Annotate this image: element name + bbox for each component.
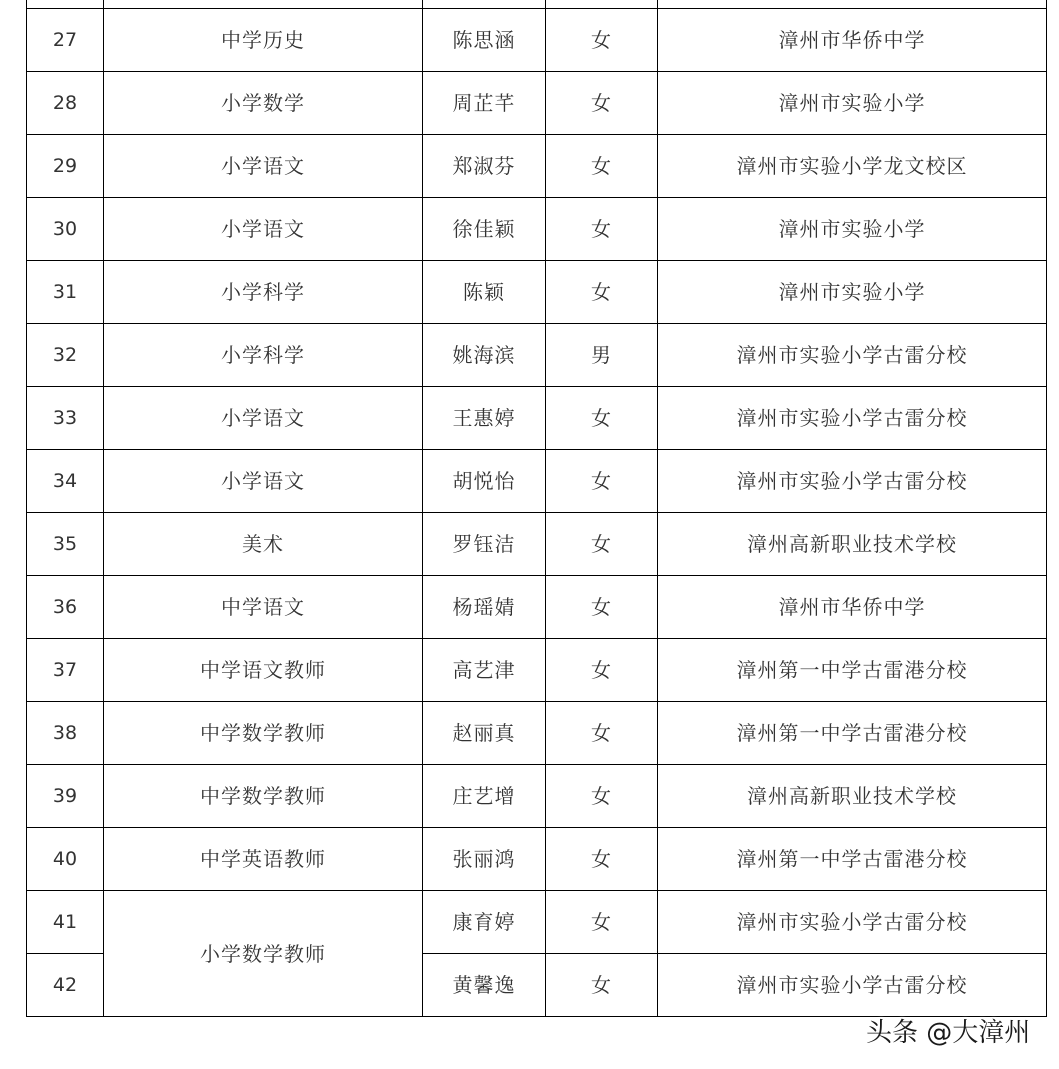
table-row <box>27 576 1047 639</box>
school-cell: 漳州市华侨中学 <box>658 9 1047 72</box>
school-cell: 漳州市实验小学 <box>658 198 1047 261</box>
table-cell <box>104 0 423 9</box>
table-row <box>27 450 1047 513</box>
table-row <box>27 828 1047 891</box>
name-cell: 王惠婷 <box>423 387 546 450</box>
gender-cell: 女 <box>546 513 658 576</box>
subject-cell-merged: 小学数学教师 <box>104 891 423 1017</box>
school-cell: 漳州第一中学古雷港分校 <box>658 639 1047 702</box>
table-row <box>27 639 1047 702</box>
table-row <box>27 72 1047 135</box>
row-number: 41 <box>27 891 104 954</box>
gender-cell: 男 <box>546 324 658 387</box>
school-cell: 漳州市实验小学古雷分校 <box>658 324 1047 387</box>
gender-cell: 女 <box>546 828 658 891</box>
gender-cell: 女 <box>546 702 658 765</box>
watermark-text: 头条 @大漳州 <box>866 1018 1031 1048</box>
gender-cell: 女 <box>546 198 658 261</box>
row-number: 42 <box>27 954 104 1017</box>
subject-cell: 中学数学教师 <box>104 702 423 765</box>
table-row <box>27 198 1047 261</box>
row-number: 39 <box>27 765 104 828</box>
name-cell: 庄艺增 <box>423 765 546 828</box>
row-number: 30 <box>27 198 104 261</box>
school-cell: 漳州市华侨中学 <box>658 576 1047 639</box>
school-cell: 漳州市实验小学龙文校区 <box>658 135 1047 198</box>
gender-cell: 女 <box>546 9 658 72</box>
row-number: 34 <box>27 450 104 513</box>
row-number: 32 <box>27 324 104 387</box>
gender-cell: 女 <box>546 576 658 639</box>
school-cell: 漳州市实验小学古雷分校 <box>658 954 1047 1017</box>
school-cell: 漳州高新职业技术学校 <box>658 513 1047 576</box>
gender-cell: 女 <box>546 135 658 198</box>
subject-cell: 中学语文教师 <box>104 639 423 702</box>
table-cell <box>658 0 1047 9</box>
table-row <box>27 513 1047 576</box>
row-number: 29 <box>27 135 104 198</box>
gender-cell: 女 <box>546 891 658 954</box>
subject-cell: 小学数学 <box>104 72 423 135</box>
name-cell: 郑淑芬 <box>423 135 546 198</box>
table-row <box>27 702 1047 765</box>
table-row <box>27 9 1047 72</box>
subject-cell: 小学语文 <box>104 450 423 513</box>
name-cell: 周芷芊 <box>423 72 546 135</box>
table-row <box>27 387 1047 450</box>
subject-cell: 小学语文 <box>104 387 423 450</box>
school-cell: 漳州市实验小学 <box>658 72 1047 135</box>
roster-table <box>26 0 1047 1017</box>
row-number: 40 <box>27 828 104 891</box>
gender-cell: 女 <box>546 450 658 513</box>
name-cell: 罗钰洁 <box>423 513 546 576</box>
name-cell: 杨瑶婧 <box>423 576 546 639</box>
name-cell: 陈颖 <box>423 261 546 324</box>
row-number: 38 <box>27 702 104 765</box>
school-cell: 漳州市实验小学古雷分校 <box>658 891 1047 954</box>
name-cell: 黄馨逸 <box>423 954 546 1017</box>
gender-cell: 女 <box>546 954 658 1017</box>
school-cell: 漳州市实验小学古雷分校 <box>658 450 1047 513</box>
row-number: 27 <box>27 9 104 72</box>
name-cell: 姚海滨 <box>423 324 546 387</box>
subject-cell: 中学数学教师 <box>104 765 423 828</box>
gender-cell: 女 <box>546 387 658 450</box>
school-cell: 漳州市实验小学古雷分校 <box>658 387 1047 450</box>
table-row <box>27 261 1047 324</box>
subject-cell: 小学语文 <box>104 198 423 261</box>
table-row <box>27 135 1047 198</box>
subject-cell: 小学语文 <box>104 135 423 198</box>
table-row <box>27 324 1047 387</box>
subject-cell: 中学语文 <box>104 576 423 639</box>
gender-cell: 女 <box>546 765 658 828</box>
row-number: 28 <box>27 72 104 135</box>
table-cell <box>423 0 546 9</box>
row-number: 33 <box>27 387 104 450</box>
subject-cell: 美术 <box>104 513 423 576</box>
school-cell: 漳州高新职业技术学校 <box>658 765 1047 828</box>
table-row <box>27 765 1047 828</box>
gender-cell: 女 <box>546 72 658 135</box>
subject-cell: 小学科学 <box>104 261 423 324</box>
name-cell: 康育婷 <box>423 891 546 954</box>
name-cell: 高艺津 <box>423 639 546 702</box>
school-cell: 漳州第一中学古雷港分校 <box>658 702 1047 765</box>
name-cell: 陈思涵 <box>423 9 546 72</box>
table-row-clipped <box>27 0 1047 9</box>
subject-cell: 中学英语教师 <box>104 828 423 891</box>
table-row <box>27 891 1047 954</box>
row-number: 35 <box>27 513 104 576</box>
name-cell: 赵丽真 <box>423 702 546 765</box>
school-cell: 漳州市实验小学 <box>658 261 1047 324</box>
subject-cell: 小学科学 <box>104 324 423 387</box>
row-number: 37 <box>27 639 104 702</box>
table-cell <box>27 0 104 9</box>
name-cell: 徐佳颖 <box>423 198 546 261</box>
gender-cell: 女 <box>546 639 658 702</box>
gender-cell: 女 <box>546 261 658 324</box>
school-cell: 漳州第一中学古雷港分校 <box>658 828 1047 891</box>
name-cell: 胡悦怡 <box>423 450 546 513</box>
row-number: 36 <box>27 576 104 639</box>
name-cell: 张丽鸿 <box>423 828 546 891</box>
subject-cell: 中学历史 <box>104 9 423 72</box>
row-number: 31 <box>27 261 104 324</box>
table-cell <box>546 0 658 9</box>
